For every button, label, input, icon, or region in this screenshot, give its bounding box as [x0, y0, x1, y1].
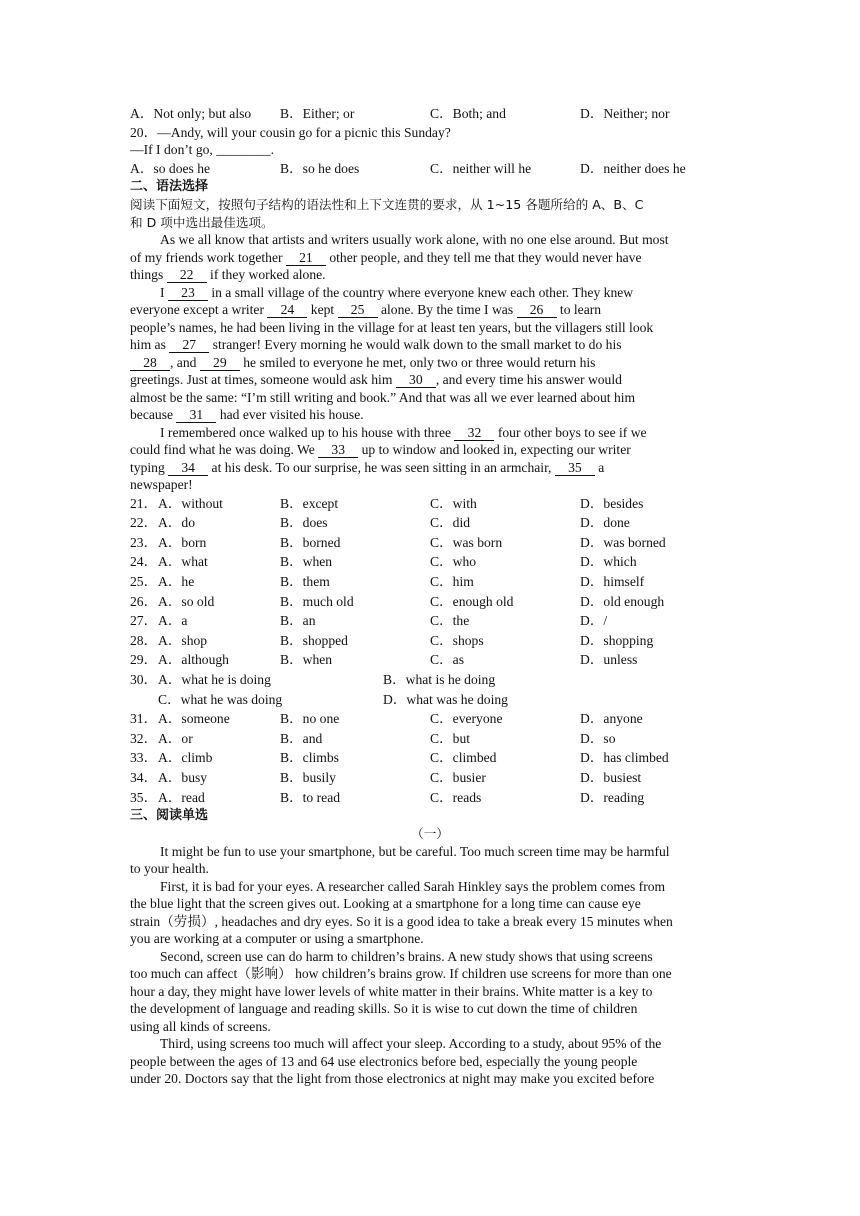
- q19-option-a[interactable]: A．Not only; but also: [130, 106, 252, 121]
- question-row: [130, 533, 730, 553]
- option[interactable]: C．as: [430, 652, 464, 668]
- question-list: [130, 494, 730, 808]
- text-run: I: [160, 284, 168, 300]
- q20-option-b[interactable]: B．so he does: [280, 160, 360, 176]
- text-run: of my friends work together: [130, 249, 286, 265]
- passage-line: [130, 371, 730, 389]
- option[interactable]: A．so old: [158, 593, 215, 609]
- question-number: 26．: [130, 593, 158, 609]
- passage-line: It might be fun to use your smartphone, but be careful. Too much screen time may be harmful: [160, 843, 670, 859]
- text-run: everyone except a writer: [130, 302, 268, 318]
- option[interactable]: A．born: [158, 534, 207, 550]
- question-number: 32．: [130, 730, 158, 746]
- option[interactable]: B．what is he doing: [383, 672, 496, 688]
- passage-line: Second, screen use can do harm to children’s brains. A new study shows that using screens: [160, 948, 653, 964]
- question-number: 31．: [130, 711, 158, 727]
- option[interactable]: D．old enough: [580, 593, 665, 609]
- section3-title: 三、阅读单选: [130, 808, 209, 824]
- question-number: 34．: [130, 770, 158, 785]
- option[interactable]: C．with: [430, 495, 477, 511]
- blank-31: 31: [176, 408, 216, 423]
- blank-21: 21: [286, 251, 326, 266]
- q20-stem: 20．—Andy, will your cousin go for a picnic this Sunday?: [130, 124, 451, 140]
- passage-line: [130, 284, 730, 302]
- question-row: [130, 552, 730, 572]
- q19-options: [130, 104, 730, 124]
- option[interactable]: A．read: [158, 789, 205, 805]
- option[interactable]: D．what was he doing: [383, 691, 508, 707]
- blank-27: 27: [169, 338, 209, 353]
- question-row: [130, 729, 730, 749]
- option[interactable]: C．him: [430, 574, 474, 590]
- passage-line: [130, 459, 730, 477]
- passage-line: people between the ages of 13 and 64 use electronics before bed, especially the young people: [130, 1053, 638, 1069]
- option[interactable]: A．although: [158, 652, 229, 668]
- q20-option-c[interactable]: C．neither will he: [430, 160, 532, 176]
- passage-line: [130, 266, 730, 284]
- blank-35: 35: [555, 461, 595, 476]
- option[interactable]: B．when: [280, 554, 333, 570]
- option[interactable]: D．which: [580, 554, 637, 570]
- text-run: at his desk. To our surprise, he was seen sitting in an armchair,: [208, 459, 555, 475]
- option[interactable]: D．so: [580, 730, 616, 746]
- option[interactable]: D．done: [580, 515, 630, 531]
- question-row: [130, 768, 730, 788]
- blank-22: 22: [167, 268, 207, 283]
- option[interactable]: C．everyone: [430, 711, 503, 727]
- passage-line: First, it is bad for your eyes. A researcher called Sarah Hinkley says the problem comes from: [160, 878, 666, 894]
- cloze-passage: [130, 231, 730, 494]
- text-run: stranger! Every morning he would walk down to the small market to do his: [209, 337, 622, 353]
- question-number: 24．: [130, 554, 158, 570]
- blank-28: 28: [130, 356, 170, 371]
- question-row: [130, 513, 730, 533]
- question-row: [130, 494, 730, 514]
- passage-line: the development of language and reading skills. So it is wise to cut down the time of children: [130, 1001, 638, 1017]
- blank-29: 29: [200, 356, 240, 371]
- q20-options: [130, 159, 730, 179]
- option[interactable]: D．reading: [580, 789, 645, 805]
- question-number: 28．: [130, 632, 158, 648]
- q19-option-b[interactable]: B．Either; or: [280, 106, 355, 121]
- option[interactable]: B．shopped: [280, 632, 348, 648]
- passage-line: newspaper!: [130, 477, 193, 493]
- option[interactable]: B．and: [280, 730, 323, 746]
- passage-line: almost be the same: “I’m still writing and book.” And that was all we ever learned about him: [130, 389, 636, 405]
- option[interactable]: A．a: [158, 613, 188, 629]
- passage-line: [130, 249, 730, 267]
- option[interactable]: C．reads: [430, 789, 482, 805]
- option[interactable]: C．who: [430, 554, 477, 570]
- passage-line: [130, 406, 730, 424]
- passage-line: under 20. Doctors say that the light from those electronics at night may make you excited before: [130, 1071, 655, 1087]
- option[interactable]: A．what: [158, 554, 208, 570]
- option[interactable]: B．busily: [280, 770, 336, 785]
- option[interactable]: B．borned: [280, 534, 341, 550]
- question-number: 30．: [130, 672, 158, 688]
- passage-line: [130, 441, 730, 459]
- blank-23: 23: [168, 286, 208, 301]
- text-run: greetings. Just at times, someone would ask him: [130, 372, 396, 388]
- blank-32: 32: [454, 426, 494, 441]
- text-run: up to window and looked in, expecting our writer: [358, 442, 631, 458]
- question-number: 27．: [130, 613, 158, 629]
- q19-option-c[interactable]: C．Both; and: [430, 106, 506, 121]
- option[interactable]: A．busy: [158, 770, 208, 785]
- passage-line: the blue light that the screen gives out. Looking at a smartphone for a long time can cause eye: [130, 896, 641, 912]
- passage-line: too much can affect（影响） how children’s brains grow. If children use screens for more than one: [130, 966, 672, 982]
- q20-option-a[interactable]: A．so does he: [130, 160, 211, 176]
- section2-title: 二、语法选择: [130, 179, 209, 195]
- option[interactable]: B．climbs: [280, 750, 339, 766]
- question-row: [130, 592, 730, 612]
- blank-30: 30: [396, 373, 436, 388]
- text-run: other people, and they tell me that they would never have: [325, 249, 642, 265]
- question-number: 29．: [130, 652, 158, 668]
- option[interactable]: D．himself: [580, 574, 645, 590]
- option[interactable]: B．much old: [280, 593, 354, 609]
- option[interactable]: C．shops: [430, 632, 484, 648]
- option[interactable]: B．them: [280, 574, 330, 590]
- question-number: 35．: [130, 789, 158, 805]
- question-row: [130, 788, 730, 808]
- text-run: , and: [170, 354, 200, 370]
- section3-subtitle: （一）: [411, 826, 449, 842]
- option[interactable]: D．was borned: [580, 534, 666, 550]
- option[interactable]: A．shop: [158, 632, 208, 648]
- option[interactable]: C．the: [430, 613, 470, 629]
- option[interactable]: D．busiest: [580, 770, 642, 785]
- text-run: a: [594, 459, 605, 475]
- blank-24: 24: [267, 303, 307, 318]
- question-number: 25．: [130, 574, 158, 590]
- text-run: to learn: [556, 302, 602, 318]
- option[interactable]: C．climbed: [430, 750, 497, 766]
- text-run: kept: [307, 302, 338, 318]
- option[interactable]: C．enough old: [430, 593, 514, 609]
- text-run: had ever visited his house.: [216, 407, 364, 423]
- document-page: [130, 104, 730, 1088]
- question-number-spacer: [130, 690, 158, 710]
- option[interactable]: C．did: [430, 515, 471, 531]
- passage-line: you are working at a computer or using a smartphone.: [130, 931, 424, 947]
- option[interactable]: A．without: [158, 495, 223, 511]
- passage-line: [130, 301, 730, 319]
- option[interactable]: B．no one: [280, 711, 340, 727]
- option[interactable]: A．do: [158, 515, 196, 531]
- option[interactable]: D．has climbed: [580, 750, 669, 766]
- blank-25: 25: [338, 303, 378, 318]
- text-run: alone. By the time I was: [377, 302, 517, 318]
- passage-line: [130, 354, 730, 372]
- option[interactable]: B．except: [280, 495, 339, 511]
- option[interactable]: A．what he is doing: [158, 672, 271, 688]
- option[interactable]: A．climb: [158, 750, 213, 766]
- passage-line: [130, 424, 730, 442]
- section2-instruction-1: 阅读下面短文，按照句子结构的语法性和上下文连贯的要求，从 1~15 各题所给的 A、B、C: [130, 197, 644, 213]
- q19-option-d[interactable]: D．Neither; nor: [580, 106, 670, 121]
- question-number: 22．: [130, 515, 158, 531]
- text-run: could find what he was doing. We: [130, 442, 319, 458]
- question-row: [130, 631, 730, 651]
- text-run: things: [130, 267, 167, 283]
- option[interactable]: A．he: [158, 574, 195, 590]
- reading-passage: [130, 843, 730, 1088]
- question-number: 33．: [130, 750, 158, 766]
- option[interactable]: D．shopping: [580, 632, 654, 648]
- option[interactable]: D．besides: [580, 495, 644, 511]
- option[interactable]: C．what he was doing: [158, 691, 283, 707]
- text-run: if they worked alone.: [206, 267, 326, 283]
- question-row: [130, 709, 730, 729]
- passage-line: strain（劳损）, headaches and dry eyes. So it is a good idea to take a break every 15 minutes when: [130, 913, 673, 929]
- text-run: I remembered once walked up to his house with three: [160, 424, 455, 440]
- option[interactable]: C．but: [430, 730, 471, 746]
- question-row: [130, 670, 730, 690]
- option[interactable]: D．/: [580, 613, 608, 629]
- passage-line: Third, using screens too much will affect your sleep. According to a study, about 95% of the: [160, 1036, 662, 1052]
- text-run: four other boys to see if we: [494, 424, 647, 440]
- option[interactable]: C．busier: [430, 770, 486, 785]
- passage-line: [130, 336, 730, 354]
- q20-option-d[interactable]: D．neither does he: [580, 160, 686, 176]
- passage-line: people’s names, he had been living in the village for at least ten years, but the villagers still look: [130, 319, 654, 335]
- option[interactable]: B．does: [280, 515, 328, 531]
- blank-26: 26: [517, 303, 557, 318]
- text-run: typing: [130, 459, 169, 475]
- passage-line: hour a day, they might have lower levels of white matter in their brains. White matter is a key to: [130, 983, 653, 999]
- question-row: [130, 611, 730, 631]
- text-run: he smiled to everyone he met, only two or three would return his: [239, 354, 596, 370]
- option[interactable]: A．or: [158, 730, 193, 746]
- question-number: 23．: [130, 534, 158, 550]
- text-run: , and every time his answer would: [435, 372, 622, 388]
- option[interactable]: C．was born: [430, 534, 503, 550]
- passage-line: using all kinds of screens.: [130, 1018, 271, 1034]
- option[interactable]: B．an: [280, 613, 316, 629]
- option[interactable]: B．when: [280, 652, 333, 668]
- text-run: him as: [130, 337, 170, 353]
- passage-line: As we all know that artists and writers usually work alone, with no one else around. But most: [160, 232, 669, 248]
- passage-line: to your health.: [130, 861, 209, 877]
- question-row: [130, 572, 730, 592]
- option[interactable]: D．unless: [580, 652, 638, 668]
- option[interactable]: D．anyone: [580, 711, 643, 727]
- option[interactable]: A．someone: [158, 711, 230, 727]
- blank-33: 33: [318, 443, 358, 458]
- question-row: [130, 650, 730, 670]
- blank-34: 34: [168, 461, 208, 476]
- question-row: [130, 690, 730, 710]
- question-row: [130, 748, 730, 768]
- text-run: because: [130, 407, 177, 423]
- text-run: in a small village of the country where everyone knew each other. They knew: [207, 284, 634, 300]
- question-number: 21．: [130, 495, 158, 511]
- q20-reply: —If I don’t go, ________.: [130, 142, 274, 158]
- section2-instruction-2: 和 D 项中选出最佳选项。: [130, 214, 274, 230]
- option[interactable]: B．to read: [280, 789, 341, 805]
